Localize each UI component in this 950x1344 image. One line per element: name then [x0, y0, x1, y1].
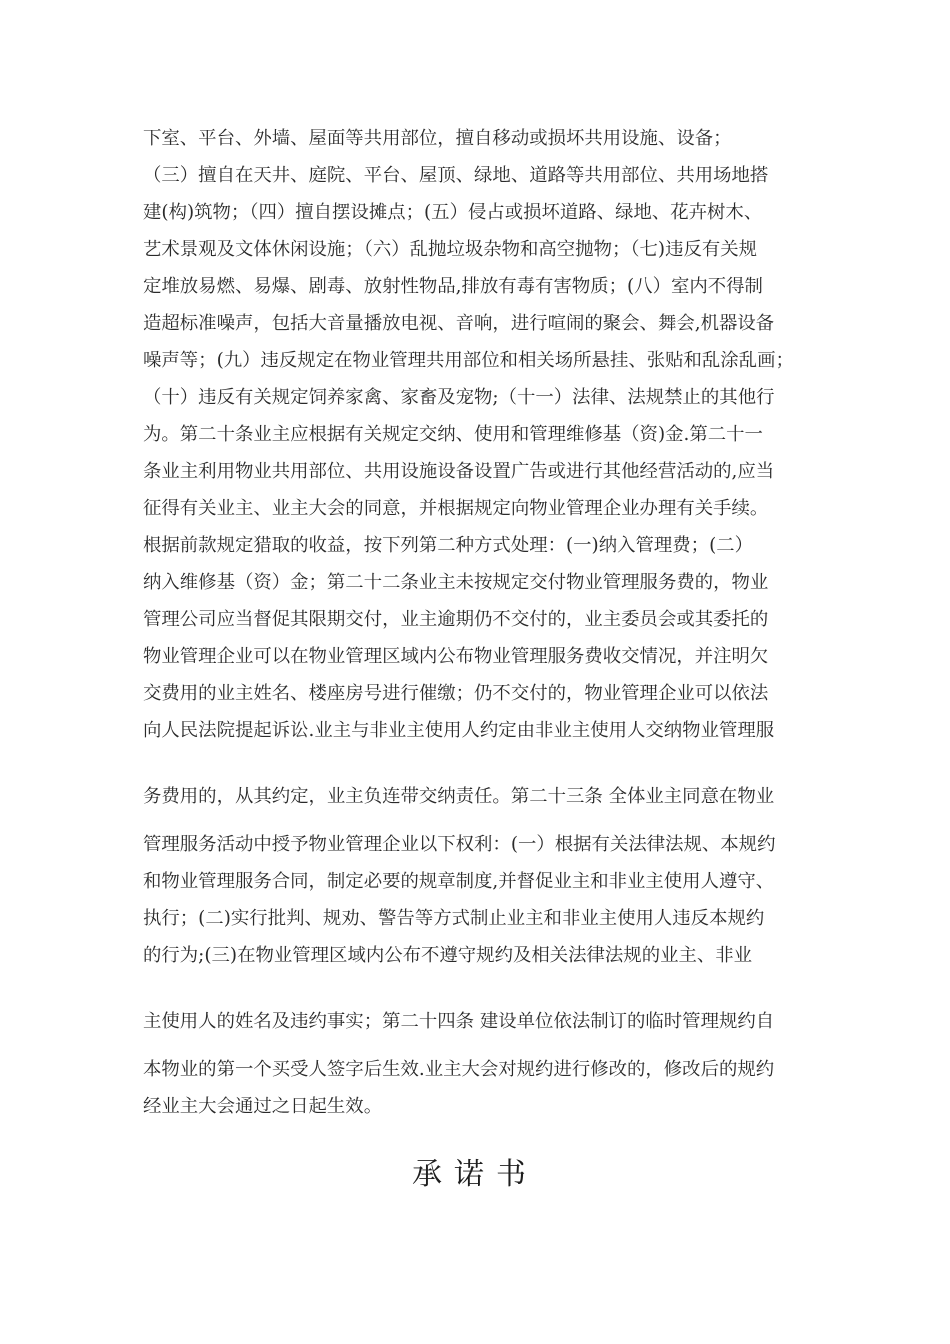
page-title: 承诺书 [412, 1157, 538, 1192]
text-line: 造超标准噪声，包括大音量播放电视、音响，进行喧闹的聚会、舞会,机器设备 [143, 313, 775, 334]
text-line: 物业管理企业可以在物业管理区域内公布物业管理服务费收交情况，并注明欠 [143, 646, 769, 667]
text-line: 征得有关业主、业主大会的同意，并根据规定向物业管理企业办理有关手续。 [143, 498, 769, 519]
text-line: 向人民法院提起诉讼.业主与非业主使用人约定由非业主使用人交纳物业管理服 [143, 720, 775, 741]
text-line: 噪声等；(九）违反规定在物业管理共用部位和相关场所悬挂、张贴和乱涂乱画； [143, 350, 794, 371]
text-line: 下室、平台、外墙、屋面等共用部位，擅自移动或损坏共用设施、设备； [143, 128, 732, 149]
text-line: 经业主大会通过之日起生效。 [143, 1096, 383, 1117]
text-line: （十）违反有关规定饲养家禽、家畜及宠物;（十一）法律、法规禁止的其他行 [143, 387, 775, 408]
text-line: 本物业的第一个买受人签字后生效.业主大会对规约进行修改的，修改后的规约 [143, 1059, 775, 1080]
text-line: 条业主利用物业共用部位、共用设施设备设置广告或进行其他经营活动的,应当 [143, 461, 775, 482]
text-line: 和物业管理服务合同，制定必要的规章制度,并督促业主和非业主使用人遵守、 [143, 871, 775, 892]
text-line: 务费用的，从其约定，业主负连带交纳责任。第二十三条 全体业主同意在物业 [143, 786, 775, 807]
text-line: 定堆放易燃、易爆、剧毒、放射性物品,排放有毒有害物质；(八）室内不得制 [143, 276, 763, 297]
text-line: 的行为;(三)在物业管理区域内公布不遵守规约及相关法律法规的业主、非业 [143, 945, 753, 966]
text-line: 纳入维修基（资）金；第二十二条业主未按规定交付物业管理服务费的，物业 [143, 572, 769, 593]
text-line: 为。第二十条业主应根据有关规定交纳、使用和管理维修基（资)金.第二十一 [143, 424, 763, 445]
text-line: 管理公司应当督促其限期交付，业主逾期仍不交付的，业主委员会或其委托的 [143, 609, 769, 630]
text-line: 根据前款规定猎取的收益，按下列第二种方式处理：(一)纳入管理费；(二） [143, 535, 754, 556]
text-line: 主使用人的姓名及违约事实；第二十四条 建设单位依法制订的临时管理规约自 [143, 1011, 775, 1032]
text-line: 执行；(二)实行批判、规劝、警告等方式制止业主和非业主使用人违反本规约 [143, 908, 765, 929]
text-line: 建(构)筑物；（四）擅自摆设摊点；(五）侵占或损坏道路、绿地、花卉树木、 [143, 202, 763, 223]
text-line: 交费用的业主姓名、楼座房号进行催缴；仍不交付的，物业管理企业可以依法 [143, 683, 769, 704]
text-line: （三）擅自在天井、庭院、平台、屋顶、绿地、道路等共用部位、共用场地搭 [143, 165, 769, 186]
text-line: 艺术景观及文体休闲设施；（六）乱抛垃圾杂物和高空抛物；（七)违反有关规 [143, 239, 758, 260]
text-line: 管理服务活动中授予物业管理企业以下权利：(一）根据有关法律法规、本规约 [143, 834, 776, 855]
